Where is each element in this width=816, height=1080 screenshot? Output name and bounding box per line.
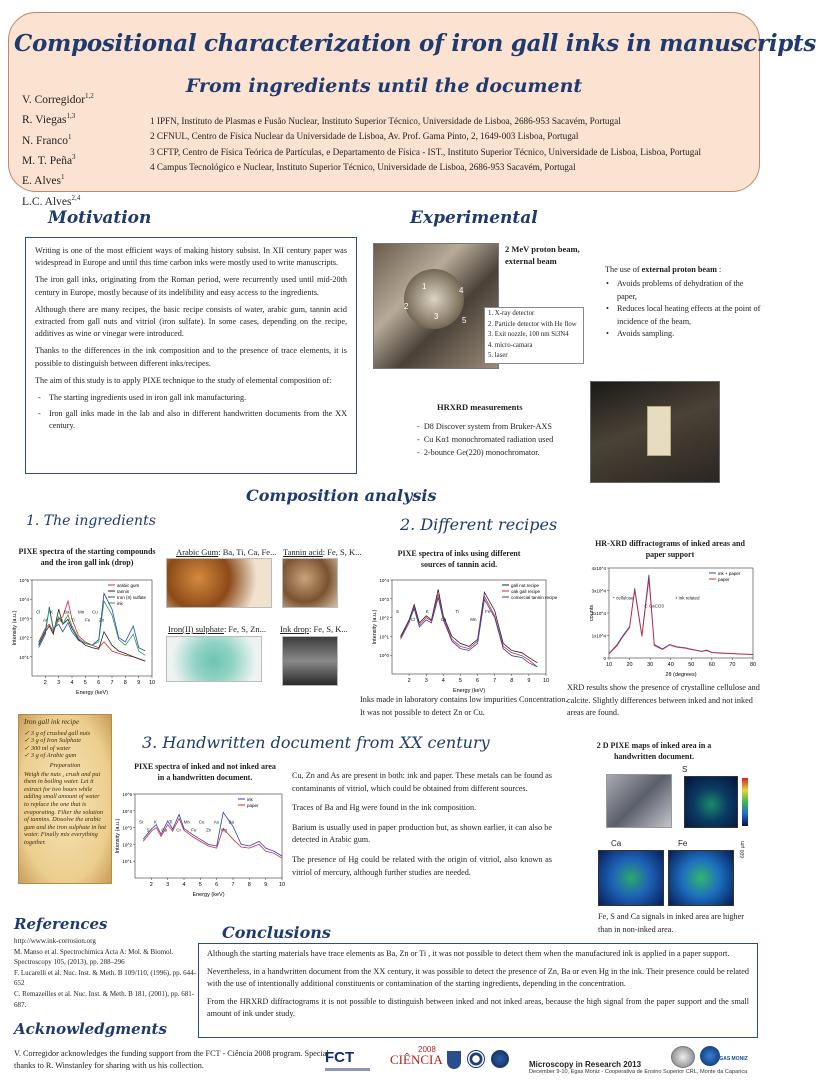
fct-logo: FCT	[325, 1049, 355, 1066]
x-tick-label: 4	[441, 678, 445, 684]
legend-label: Iron (II) sulfate	[117, 594, 147, 600]
map-label-s: S	[682, 765, 688, 774]
external-beam-point: • Reduces local heating effects at the point of incidence of the beam,	[605, 303, 765, 328]
x-tick-label: 2	[43, 680, 47, 686]
handwritten-heading: 3. Handwritten document from XX century	[142, 733, 490, 752]
reference-item: F. Lucarelli et al. Nuc. Inst. & Meth. B 109/110, (1996), pp. 644-652	[14, 968, 196, 988]
recipe-item: ✓ 300 ml of water	[24, 744, 71, 752]
experimental-heading: Experimental	[410, 208, 538, 228]
setup-legend-item: 3. Exit nozzle, 100 nm Si3N4	[488, 331, 569, 339]
x-tick-label: 6	[476, 678, 480, 684]
motivation-box	[25, 237, 357, 474]
x-tick-label: 70	[729, 662, 736, 668]
pixe-maps-title: 2 D PIXE maps of inked area in a handwritten document.	[596, 741, 712, 761]
y-axis-label: counts	[589, 604, 595, 622]
x-axis-label: 2θ (degrees)	[665, 672, 697, 678]
recipe-item: ✓ 3 g of Iron Sulphate	[24, 737, 81, 745]
recipe-prep-text: Weigh the nuts , crush and put them in boiling water. Let it extract for two hours while adding small amount of water to replace the one that is evaporating. Filter the solution of tannins. Dissolve the arabic gum and the iron sulphate in hot water. Finally mix everything together.	[24, 770, 106, 846]
y-tick-label: 1x10^4	[591, 633, 606, 639]
peak-annotation: Ti	[455, 608, 460, 614]
y-tick-label: 10^3	[122, 825, 132, 831]
plot-frame	[135, 794, 282, 878]
setup-legend-item: 4. micro-camara	[488, 341, 533, 349]
x-tick-label: 3	[424, 678, 428, 684]
photo-label-tannin-acid: Tannin acid: Fe, S, K...	[283, 547, 362, 557]
y-tick-label: 10^3	[379, 596, 389, 602]
reference-list	[14, 936, 204, 1010]
y-tick-label: 10^1	[379, 634, 389, 640]
x-tick-label: 40	[667, 662, 674, 668]
author: V. Corregidor$^{1,2}$	[22, 92, 94, 106]
x-tick-label: 5	[83, 680, 87, 686]
affiliation: 4 Campus Tecnológico e Nuclear, Instituto Superior Técnico, Universidade de Lisboa, 2686-953 Sacavém, Portugal	[150, 162, 576, 173]
legend-label: gall nut recipe	[511, 582, 540, 588]
y-tick-label: 10^2	[122, 842, 132, 848]
photo-label-ink-drop: Ink drop: Fe, S, K...	[280, 624, 348, 634]
photo-label-arabic-gum: Arabic Gum: Ba, Ti, Ca, Fe...	[176, 547, 277, 557]
ink-drop-photo	[282, 636, 338, 686]
setup-photo	[373, 243, 499, 369]
peak-annotation: Si	[139, 819, 144, 825]
x-tick-label: 8	[123, 680, 127, 686]
conclusions-heading: Conclusions	[222, 923, 331, 942]
hrxrd-list	[417, 421, 587, 459]
institute-seal-icon	[467, 1050, 485, 1068]
references-heading: References	[14, 915, 108, 933]
x-tick-label: 80	[749, 662, 757, 668]
x-tick-label: 8	[247, 882, 251, 888]
recipe-prep-title: Preparation	[49, 761, 81, 769]
peak-annotation: Mn	[470, 616, 477, 622]
peak-annotation: Cu	[92, 609, 98, 615]
peak-annotation: Fe	[85, 617, 91, 623]
egas-moniz-logo-text: EGAS MONIZ	[716, 1056, 748, 1062]
y-tick-label: 10^1	[122, 859, 132, 865]
external-beam-benefits	[605, 264, 765, 340]
pixe-hand-title: PIXE spectra of inked and not inked area in a handwritten document.	[134, 762, 276, 782]
x-axis-label: Energy (keV)	[452, 688, 486, 694]
conference-info	[529, 1060, 748, 1075]
x-tick-label: 20	[626, 662, 633, 668]
pixe-map-ca	[598, 850, 664, 906]
xrd-note: XRD results show the presence of crystalline cellulose and calcite. Slightly differences between inked and not inked areas are found.	[567, 683, 760, 718]
hrxrd-chart-title: HR-XRD diffractograms of inked areas and paper support	[595, 539, 745, 559]
map-label-fe: Fe	[678, 839, 688, 848]
conclusions-box	[198, 943, 758, 1038]
affiliation: 2 CFNUL, Centro de Física Nuclear da Universidade de Lisboa, Av. Prof. Gama Pinto, 2, 1649-003 Lisboa, Portugal	[150, 131, 579, 142]
external-beam-point: • Avoids sampling.	[605, 328, 765, 340]
peak-annotation: • Ink related	[675, 595, 700, 601]
photo-number: 5	[462, 316, 467, 325]
conclusion-paragraph: Although the starting materials have trace elements as Ba, Zn or Ti , it was not possible to detect them when the manufactured ink is applied in a paper support.	[207, 949, 730, 958]
legend-label: ink + paper	[718, 570, 741, 576]
poster-title: Compositional characterization of iron gall inks in manuscripts	[14, 30, 816, 57]
setup-legend-item: 5. laser	[488, 352, 508, 360]
peak-annotation: Ar	[43, 617, 48, 623]
motivation-heading: Motivation	[48, 208, 152, 228]
x-tick-label: 4	[182, 882, 186, 888]
peak-annotation: Mn	[183, 819, 191, 825]
peak-annotation: S	[396, 608, 400, 614]
peak-annotation: Zn	[99, 617, 105, 623]
peak-annotation: K	[425, 608, 429, 614]
recipe-title: Iron gall ink recipe	[24, 718, 80, 726]
y-tick-label: 2x10^4	[591, 611, 606, 616]
manuscript-sample	[647, 406, 671, 456]
peak-annotation: As	[213, 819, 219, 825]
motivation-bullet: - The starting ingredients used in iron gall ink manufacturing.	[35, 392, 347, 404]
peak-annotation: Mn	[78, 609, 85, 615]
recipe-item: ✓ 3 g of Arabic gum	[24, 752, 77, 760]
peak-annotation: Ca	[57, 617, 63, 623]
ciencia-year: 2008	[418, 1045, 436, 1054]
motivation-paragraph: Thanks to the differences in the ink composition and to the presence of trace elements, it is possible to distinguish between different inks/recipes.	[35, 346, 347, 368]
external-beam-list	[605, 278, 765, 340]
recipe-card	[18, 714, 112, 884]
x-tick-label: 50	[688, 662, 695, 668]
setup-legend-item: 1. X-ray detector	[488, 310, 535, 317]
conclusion-paragraph: Nevertheless, in a handwritten document from the XX century, it was possible to detect the presence of Zn, Ba or even Hg in the ink. Their presence could be related with the use of intentionally additional constituents or contamination of the starting ingredients, depending in the concentration.	[207, 967, 749, 989]
motivation-paragraph: Writing is one of the most efficient ways of making history subsist. In XII century paper was widespread in Europe and until this time carbon inks were mostly used to write manuscripts.	[35, 246, 347, 268]
iron-sulphate-photo	[166, 636, 262, 682]
pixe-map-s	[684, 776, 738, 828]
setup-legend	[484, 307, 584, 364]
legend-label: paper	[718, 576, 730, 582]
author: N. Franco$^1$	[22, 132, 72, 147]
peak-annotation: Ca	[161, 827, 168, 833]
pixe-ingredients-title: PIXE spectra of the starting compounds and the iron gall ink (drop)	[18, 547, 156, 567]
pixe-ingredients-chart	[10, 572, 158, 696]
motivation-paragraph: The iron gall inks, originating from the Roman period, were recurrently used until mid-20th century in Europe, mostly because of its indelibility and easy access to the ingredients.	[35, 275, 347, 297]
x-tick-label: 10	[605, 662, 613, 668]
peak-annotation: Ba	[64, 609, 70, 615]
author: E. Alves$^1$	[22, 173, 65, 188]
y-tick-label: 0	[603, 656, 606, 661]
x-tick-label: 10	[542, 678, 550, 684]
photo-number: 3	[434, 312, 439, 321]
tannin-acid-photo	[282, 558, 338, 608]
photo-number: 2	[404, 302, 409, 311]
author: R. Viegas$^{1,3}$	[22, 112, 76, 127]
map-color-scale	[742, 778, 748, 826]
author: M. T. Peña$^3$	[22, 152, 76, 167]
acknowledgments-heading: Acknowledgments	[14, 1020, 167, 1038]
y-tick-label: 10^0	[379, 653, 389, 659]
y-tick-label: 10^5	[19, 578, 29, 583]
x-tick-label: 7	[231, 882, 235, 888]
affiliation: 1 IPFN, Instituto de Plasmas e Fusão Nuclear, Instituto Superior Técnico, Universidade de Lisboa, 2686-953 Sacavém, Portugal	[150, 116, 621, 126]
y-tick-label: 3x10^4	[591, 588, 606, 594]
x-tick-label: 9	[137, 680, 141, 686]
reference-item: http://www.ink-corrosion.org	[14, 937, 96, 945]
finding-paragraph: Barium is usually used in paper production but, as shown earlier, it can also be detected in Arabic gum.	[292, 822, 552, 845]
peak-annotation: Cu	[198, 819, 205, 825]
peak-annotation: Ca	[440, 616, 447, 622]
map-scale-label: 600 µm	[740, 841, 746, 858]
peak-annotation: C CaCO3	[644, 603, 664, 609]
y-tick-label: 10^4	[122, 808, 132, 814]
hrxrd-chart	[587, 560, 759, 678]
motivation-paragraph: Although there are many recipes, the basic recipe consists of water, arabic gum, tannin acid extracted from gall nuts and vitriol (iron sulfate). In some cases, depending on the recipe, additives as wine or vinegar were introduced.	[35, 304, 347, 339]
ingredients-heading: 1. The ingredients	[26, 513, 156, 529]
y-tick-label: 4x10^4	[591, 566, 606, 571]
y-tick-label: 10^2	[379, 615, 389, 621]
setup-legend-item: 2. Particle detector with He flow	[488, 320, 577, 328]
x-tick-label: 4	[70, 680, 74, 686]
x-tick-label: 2	[149, 882, 153, 888]
x-tick-label: 7	[110, 680, 114, 686]
x-axis-label: Energy (keV)	[75, 690, 109, 696]
legend-label: paper	[247, 802, 259, 808]
pixe-recipes-title: PIXE spectra of inks using different sources of tannin acid.	[397, 549, 521, 569]
x-tick-label: 5	[458, 678, 462, 684]
x-tick-label: 30	[647, 662, 654, 668]
map-label-ca: Ca	[611, 839, 622, 848]
x-tick-label: 3	[57, 680, 61, 686]
external-beam-intro: The use of external proton beam :	[605, 265, 722, 274]
affiliation: 3 CFTP, Centro de Física Teórica de Partículas, e Departamento de Física - IST., Instituto Superior Técnico, Universidade de Lisboa, Lisboa, Portugal	[150, 146, 701, 157]
x-tick-label: 3	[166, 882, 170, 888]
x-tick-label: 8	[510, 678, 514, 684]
x-axis-label: Energy (keV)	[192, 892, 225, 898]
pixe-map-fe	[668, 850, 734, 906]
recipes-heading: 2. Different recipes	[400, 515, 558, 534]
document-micro-photo	[606, 774, 672, 828]
university-crest-icon	[447, 1051, 461, 1069]
peak-annotation: Cr	[176, 827, 182, 833]
external-beam-point: • Avoids problems of dehydration of the paper,	[605, 278, 765, 303]
finding-paragraph: The presence of Hg could be related with the origin of vitriol, also known as vitriol of mercury, although further studies are needed.	[292, 854, 552, 877]
hrxrd-point: - 2-bounce Ge(220) monochromator.	[417, 447, 540, 457]
lisbon-university-seal-icon	[491, 1050, 509, 1068]
map-caption: Fe, S and Ca signals in inked area are higher than in non-inked area.	[598, 912, 744, 934]
x-tick-label: 9	[527, 678, 531, 684]
xrd-setup-photo	[590, 381, 720, 483]
composition-heading: Composition analysis	[246, 486, 437, 505]
motivation-list	[35, 392, 347, 433]
photo-number: 4	[459, 286, 464, 295]
finding-paragraph: Cu, Zn and As are present in both: ink and paper. These metals can be found as contaminants of vitriol, which could be obtained from different sources.	[292, 771, 552, 793]
motivation-bullet: - Iron gall inks made in the lab and also in different handwritten documents from the XX century.	[35, 408, 347, 432]
peak-annotation: K	[153, 819, 157, 825]
y-axis-label: Intensity (a.u.)	[372, 609, 378, 645]
acknowledgments-text: V. Corregidor acknowledges the funding support from the FCT - Ciência 2008 program. Special thanks to R. Winstanley for sharing with us his collection.	[14, 1049, 329, 1070]
peak-annotation: K	[50, 609, 54, 615]
conference-details: December 9-10, Egas Moniz - Cooperativa de Ensino Superior CRL, Monte da Caparica	[529, 1069, 748, 1075]
peak-annotation: Fe	[485, 608, 491, 614]
y-tick-label: 10^2	[19, 635, 29, 641]
reference-item: C. Remazeilles et al. Nuc. Inst. & Meth. B 181, (2001), pp. 681-687.	[14, 989, 195, 1009]
y-tick-label: 10^5	[122, 792, 132, 797]
legend-label: comercial tannin recipe	[511, 594, 558, 600]
peak-annotation: Zn	[206, 827, 212, 833]
beam-label: 2 MeV proton beam, external beam	[505, 244, 580, 266]
motivation-paragraph: The aim of this study is to apply PIXE technique to the study of elemental composition of:	[35, 375, 332, 385]
legend-label: ink	[117, 600, 123, 606]
x-tick-label: 6	[97, 680, 101, 686]
fct-logo-underline	[325, 1068, 370, 1071]
pixe-recipes-chart	[370, 572, 558, 694]
x-tick-label: 60	[708, 662, 715, 668]
recipes-note: Inks made in laboratory contains low impurities Concentration. It was not possible to detect Zn or Cu.	[360, 695, 568, 717]
y-tick-label: 10^1	[19, 654, 29, 660]
y-tick-label: 10^4	[379, 578, 389, 583]
handwritten-findings	[292, 770, 552, 886]
recipe-item: ✓ 3 g of crushed gall nuts	[24, 729, 91, 737]
finding-paragraph: Traces of Ba and Hg were found in the ink composition.	[292, 803, 477, 813]
x-tick-label: 10	[148, 680, 156, 686]
legend-label: arabic gum	[117, 582, 140, 588]
peak-annotation: Cl	[36, 609, 41, 615]
y-axis-label: Intensity (a.u.)	[12, 610, 18, 646]
x-tick-label: 2	[407, 678, 411, 684]
peak-annotation: Hg	[221, 827, 227, 833]
author: L.C. Alves$^{2,4}$	[22, 193, 81, 208]
peak-annotation: S	[146, 827, 150, 833]
affiliation-list	[150, 114, 750, 176]
photo-number: 1	[422, 282, 427, 291]
hrxrd-title: HRXRD measurements	[437, 402, 523, 412]
x-tick-label: 5	[198, 882, 202, 888]
peak-annotation: Fe	[191, 827, 197, 833]
x-tick-label: 10	[278, 882, 286, 888]
conference-name: Microscopy in Research 2013	[529, 1060, 642, 1069]
x-tick-label: 9	[264, 882, 268, 888]
author-list	[22, 88, 132, 210]
hrxrd-point: - D8 Discover system from Bruker-AXS	[417, 422, 552, 431]
pixe-hand-chart	[113, 786, 288, 898]
peak-annotation: * cellulose	[613, 595, 634, 601]
legend-label: tannin	[117, 588, 130, 594]
peak-annotation: Ti	[71, 617, 75, 623]
y-tick-label: 10^3	[19, 616, 29, 622]
conclusion-paragraph: From the HRXRD diffractograms it is not possible to distinguish between inked and not inked areas, because the high signal from the paper support and the small amount of ink under study.	[207, 997, 749, 1019]
peak-annotation: Ti	[168, 819, 173, 825]
poster-subtitle: From ingredients until the document	[185, 75, 583, 97]
y-axis-label: Intensity (a.u.)	[115, 818, 121, 854]
peak-annotation: Ba	[228, 819, 235, 825]
peak-annotation: Cl	[410, 616, 416, 622]
legend-label: ink	[247, 796, 253, 802]
x-tick-label: 7	[493, 678, 497, 684]
hrxrd-point: - Cu Kα1 monochromated radiation used	[417, 434, 554, 444]
reference-item: M. Manso et al. Spectrochimica Acta A: Mol. & Biomol. Spectroscopy 105, (2013), pp. 288–296	[14, 947, 174, 967]
legend-label: oak gall recipe	[511, 588, 541, 594]
arabic-gum-photo	[166, 558, 272, 608]
photo-label-iron-sulphate: Iron(II) sulphate: Fe, S, Zn...	[168, 624, 266, 634]
plot-frame	[609, 568, 753, 658]
y-tick-label: 10^4	[19, 597, 29, 603]
ciencia-logo: CIÊNCIA	[390, 1052, 443, 1067]
x-tick-label: 6	[215, 882, 219, 888]
